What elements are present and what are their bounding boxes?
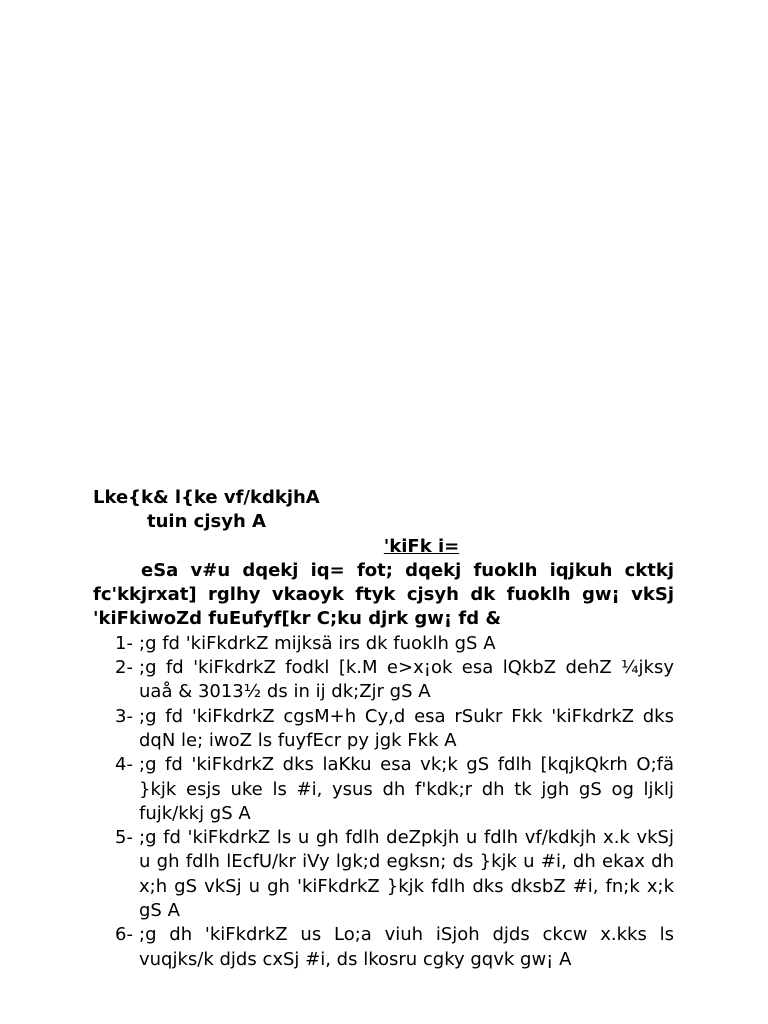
list-item	[93, 753, 674, 826]
item-text: ;g fd 'kiFkdrkZ dks laKku esa vk;k gS fdlh [kqjkQkrh O;fä }kjk esjs uke ls #i, ysus dh f'kdk;r dh tk jgh gS og ljklj fujk/kkj gS A	[139, 754, 674, 824]
list-item	[93, 923, 674, 972]
list-item	[93, 705, 674, 754]
item-number: 3-	[115, 705, 133, 727]
intro-paragraph: eSa v#u dqekj iq= fot; dqekj fuoklh iqjkuh cktkj fc'kkjrxat] rglhy vkaoyk ftyk cjsyh dk fuoklh gw¡ vkSj 'kiFkiwoZd fuEufyf[kr C;ku djrk gw¡ fd &	[93, 559, 674, 630]
item-number: 1-	[115, 632, 133, 654]
item-text: ;g fd 'kiFkdrkZ fodkl [k.M e>x¡ok esa lQkbZ dehZ ¼jksy uaå & 3013½ ds in ij dk;Zjr gS A	[139, 657, 674, 703]
item-number: 6-	[115, 924, 133, 946]
item-number: 4-	[115, 754, 133, 776]
document-title: 'kiFk i=	[383, 535, 460, 557]
item-number: 5-	[115, 827, 133, 849]
address-line-2: tuin cjsyh A	[147, 511, 266, 533]
statement-list	[93, 632, 674, 972]
item-text: ;g fd 'kiFkdrkZ mijksä irs dk fuoklh gS A	[139, 632, 496, 654]
item-text: ;g fd 'kiFkdrkZ ls u gh fdlh deZpkjh u fdlh vf/kdkjh x.k vkSj u gh fdlh lEcfU/kr iVy lgk;d egksn; ds }kjk u #i, dh ekax dh x;h gS vkSj u gh 'kiFkdrkZ }kjk fdlh dks dksbZ #i, fn;k x;k gS A	[139, 827, 674, 922]
list-item	[93, 826, 674, 923]
item-text: ;g fd 'kiFkdrkZ cgsM+h Cy,d esa rSukr Fkk 'kiFkdrkZ dks dqN le; iwoZ ls fuyfEcr py jgk Fkk A	[139, 705, 674, 751]
list-item	[93, 632, 674, 656]
address-line-1: Lke{k& l{ke vf/kdkjhA	[93, 487, 320, 508]
list-item	[93, 656, 674, 705]
item-text: ;g dh 'kiFkdrkZ us Lo;a viuh iSjoh djds ckcw x.kks ls vuqjks/k djds cxSj #i, ds lkosru cgky gqvk gw¡ A	[139, 924, 674, 970]
affidavit-document	[93, 486, 674, 972]
item-number: 2-	[115, 657, 133, 679]
